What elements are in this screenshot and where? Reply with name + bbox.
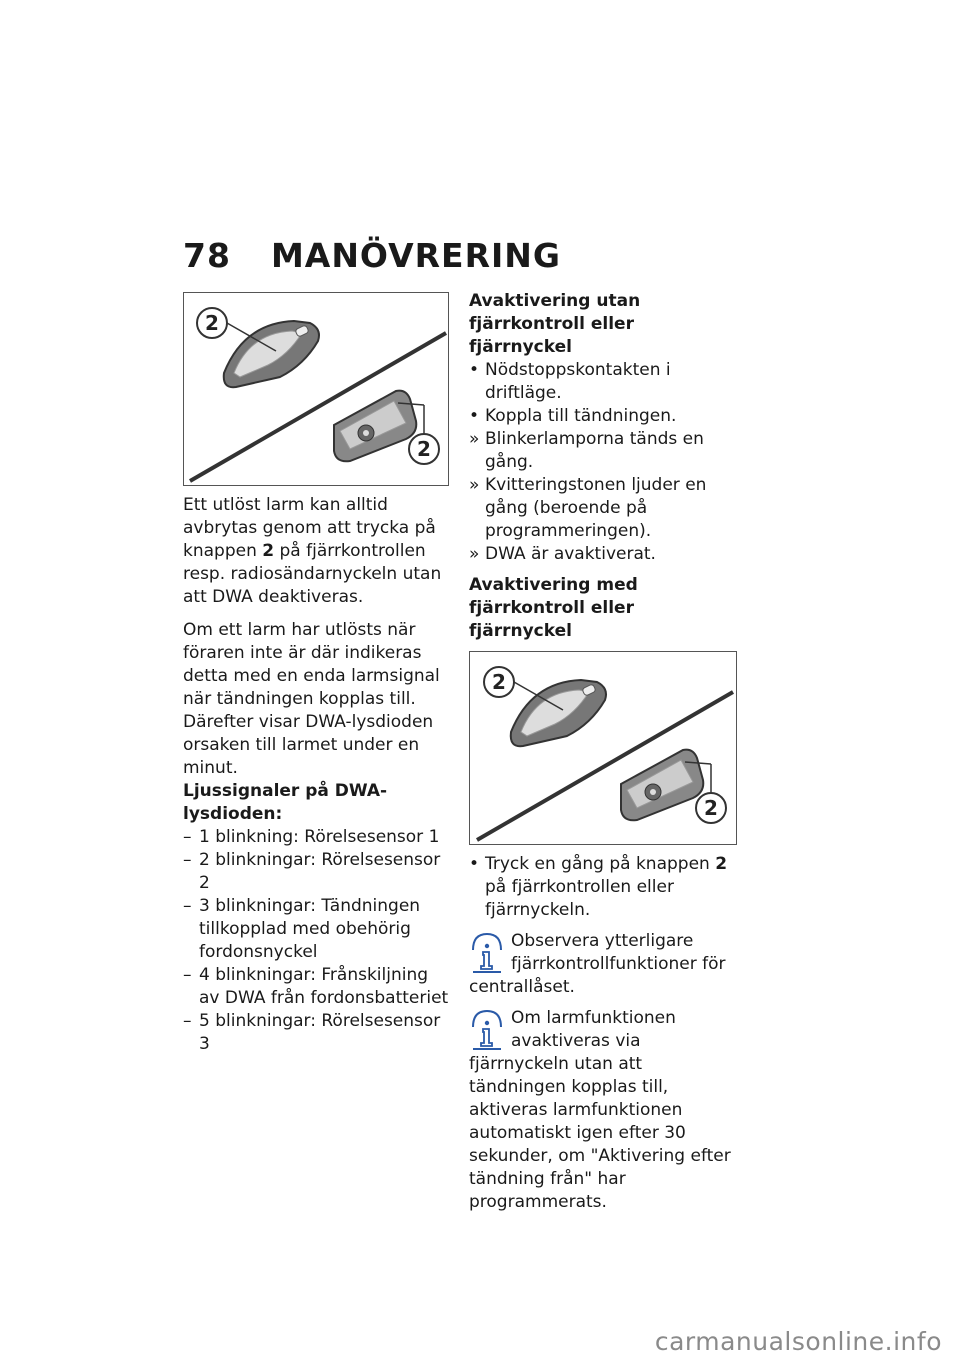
- paragraph-alarm-triggered: Om ett larm har utlösts när föraren inte är där indikeras detta med en enda larmsignal när tändningen kopplas till. Därefter visar DWA-lysdioden orsaken till larmet under en minut.: [183, 620, 440, 778]
- info-icon: [469, 1007, 505, 1051]
- list-item: • Koppla till tändningen.: [469, 406, 677, 426]
- list-item: – 2 blinkningar: Rörelsesensor 2: [183, 850, 441, 893]
- list-item: » DWA är avaktiverat.: [469, 544, 656, 564]
- paragraph-alarm-cancel: Ett utlöst larm kan alltid avbrytas genom att trycka på knappen 2 på fjärrkontrollen resp. radiosändarnyckeln utan att DWA deaktiveras.: [183, 495, 442, 607]
- heading-deactivate-without-remote: Avaktivering utan fjärrkontroll eller fjärrnyckel: [469, 291, 641, 357]
- figure1-label-b: 2: [417, 437, 431, 461]
- list-item: » Kvitteringstonen ljuder en gång (beroende på programmeringen).: [469, 475, 707, 541]
- figure-remote-keys-1: [183, 292, 449, 486]
- heading-deactivate-with-remote: Avaktivering med fjärrkontroll eller fjärrnyckel: [469, 575, 638, 641]
- note-central-locking: Observera ytterligare fjärrkontrollfunktioner för centrallåset.: [469, 931, 726, 997]
- note-auto-reactivation: Om larmfunktionen avaktiveras via fjärrnyckeln utan att tändningen kopplas till, aktiveras larmfunktionen automatiskt igen efter 30 sekunder, om "Aktivering efter tändning från" har programmerats.: [469, 1008, 731, 1212]
- list-item: – 1 blinkning: Rörelsesensor 1: [183, 827, 440, 847]
- figure2-label-b: 2: [704, 796, 718, 820]
- page-title: MANÖVRERING: [270, 236, 561, 275]
- list-item: • Nödstoppskontakten i driftläge.: [469, 360, 671, 403]
- list-item: – 5 blinkningar: Rörelsesensor 3: [183, 1011, 441, 1054]
- list-item: • Tryck en gång på knappen 2 på fjärrkontrollen eller fjärrnyckeln.: [469, 854, 728, 920]
- info-icon: [469, 930, 505, 974]
- figure-remote-keys-2: [469, 651, 737, 845]
- left-column: [183, 292, 449, 1056]
- page-number: 78: [183, 236, 231, 275]
- figure2-label-a: 2: [492, 670, 506, 694]
- list-item: – 3 blinkningar: Tändningen tillkopplad med obehörig fordonsnyckel: [183, 896, 421, 962]
- page-header: [183, 236, 561, 275]
- watermark-text: carmanualsonline.info: [654, 1327, 942, 1356]
- list-item: – 4 blinkningar: Frånskiljning av DWA från fordonsbatteriet: [183, 965, 449, 1008]
- right-column: [469, 290, 735, 1214]
- figure1-label-a: 2: [205, 311, 219, 335]
- led-signal-list: [183, 826, 449, 1056]
- list-item: » Blinkerlamporna tänds en gång.: [469, 429, 704, 472]
- steps-with-remote: [469, 853, 735, 922]
- heading-led-signals: Ljussignaler på DWA-lysdioden:: [183, 781, 388, 824]
- steps-without-remote: [469, 359, 735, 566]
